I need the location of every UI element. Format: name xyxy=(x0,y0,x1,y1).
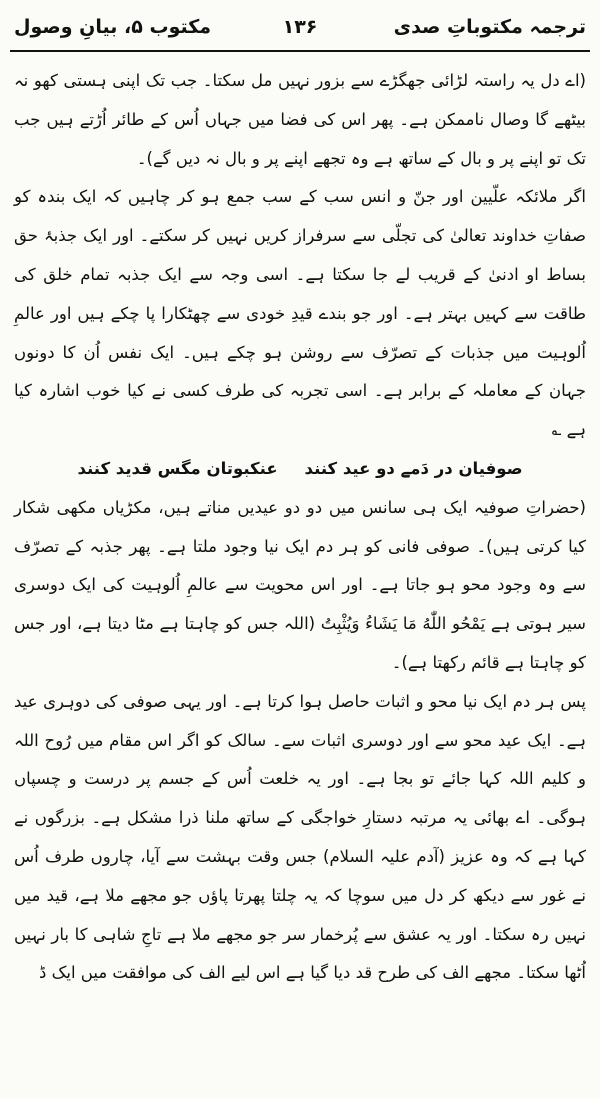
book-title: ترجمہ مکتوباتِ صدی xyxy=(393,16,586,38)
paragraph: (حضراتِ صوفیہ ایک ہی سانس میں دو دو عیدیں مناتے ہیں، مکڑیاں مکھی شکار کیا کرتی ہیں)۔ صوفی فانی کو ہر دم ایک نیا وجود ملتا ہے۔ پھر جذبہ کے تصرّف سے وہ وجود محو ہو جاتا ہے۔ اور اس محویت سے عالمِ اُلوہیت کی ایک دوسری سیر ہوتی ہے يَمْحُو اللّٰهُ مَا يَشَاءُ وَيُثْبِتُ (اللہ جس کو چاہتا ہے مٹا دیتا ہے، اور جس کو چاہتا ہے قائم رکھتا ہے)۔ xyxy=(14,497,586,672)
paragraph: (اے دل یہ راستہ لڑائی جھگڑے سے بزور نہیں مل سکتا۔ جب تک اپنی ہستی کھو نہ بیٹھے گا وصال ناممکن ہے۔ پھر اس کی فضا میں جہاں اُس کے طائر اُڑتے ہیں جب تک تو اپنے پر و بال کے ساتھ ہے وہ تجھے اپنے پر و بال نہ دیں گے)۔ xyxy=(14,71,586,168)
header-rule xyxy=(10,50,590,52)
paragraph: اگر ملائکہ علّیین اور جنّ و انس سب کے سب جمع ہو کر چاہیں کہ ایک بندہ کو صفاتِ خداوند تعالیٰ کی تجلّی سے سرفراز کریں نہیں کر سکتے۔ اور ایک جذبۂ حق بساط او ادنیٰ کے قریب لے جا سکتا ہے۔ اسی وجہ سے ایک جذبہ تمام خلق کی طاقت سے کہیں بہتر ہے۔ اور جو بندے قیدِ خودی سے چھٹکارا پا چکے ہیں اور عالمِ اُلوہیت میں جذبات کے تصرّف سے روشن ہو چکے ہیں۔ ایک نفس اُن کا دونوں جہان کے معاملہ کے برابر ہے۔ اسی تجربہ کی طرف کسی نے کیا خوب اشارہ کیا ہے ؎ xyxy=(14,187,586,440)
chapter-title: مکتوب ۵، بیانِ وصول xyxy=(14,16,212,38)
verse-line-b: عنکبوتان مگس قدید کنند xyxy=(77,458,278,478)
paragraph: پس ہر دم ایک نیا محو و اثبات حاصل ہوا کرتا ہے۔ اور یہی صوفی کی دوہری عید ہے۔ ایک عید محو سے اور دوسری اثبات سے۔ سالک کو اگر اس مقام میں رُوح اللہ و کلیم اللہ کہا جائے تو بجا ہے۔ اور یہ خلعت اُس کے جسم پر درست و چسپاں ہوگی۔ اے بھائی یہ مرتبہ دستارِ خواجگی کے ساتھ ملنا ذرا مشکل ہے۔ بزرگوں نے کہا ہے کہ وہ عزیز (آدم علیہ السلام) جس وقت بہشت سے آیا، چاروں طرف اُس نے غور سے دیکھ کر دل میں سوچا کہ یہ چلتا پھرتا پاؤں جو مجھے ملا ہے، قید میں نہیں رہ سکتا۔ اور یہ عشق سے پُرخمار سر جو مجھے ملا ہے تاجِ شاہی کا بار نہیں اُٹھا سکتا۔ مجھے الف کی طرح قد دیا گیا ہے اس لیے الف کی موافقت میں ایک ڈ xyxy=(14,691,586,983)
page-body xyxy=(14,62,586,1091)
verse-line-a: صوفیان در دَمے دو عید کنند xyxy=(304,458,523,478)
persian-verse xyxy=(14,450,586,489)
page-number: ۱۳۶ xyxy=(282,16,318,38)
page-header xyxy=(14,10,586,50)
